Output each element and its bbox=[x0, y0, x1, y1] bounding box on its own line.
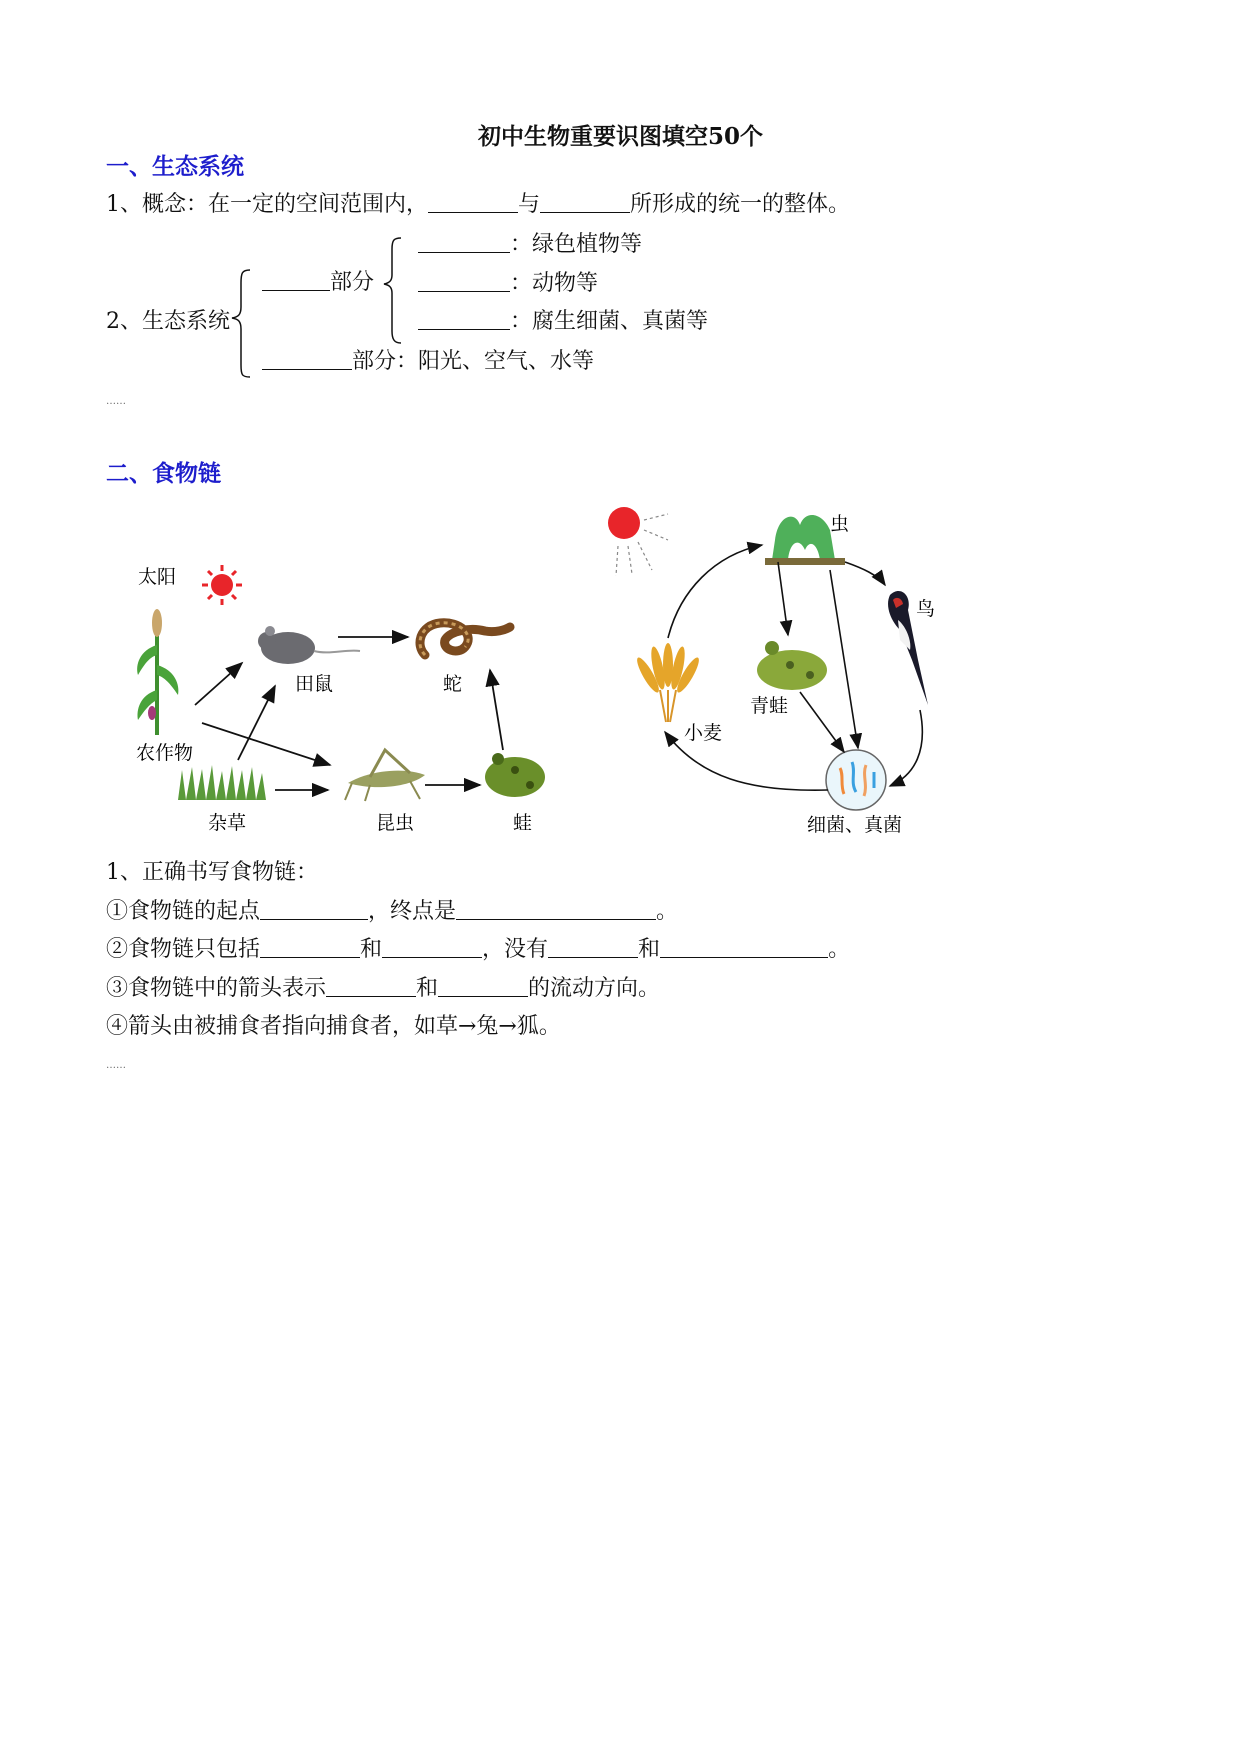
answer-blank[interactable] bbox=[382, 937, 482, 958]
food-chain-question: 1、正确书写食物链： bbox=[106, 860, 318, 885]
answer-blank[interactable] bbox=[540, 192, 630, 213]
statement-text: ③食物链中的箭头表示 bbox=[106, 976, 327, 1001]
statement-text: 和 bbox=[638, 937, 661, 962]
mouse-icon bbox=[258, 626, 360, 664]
statement-text: 。 bbox=[656, 899, 679, 924]
label-crop: 农作物 bbox=[136, 742, 194, 764]
bacteria-fungi-icon bbox=[826, 750, 886, 810]
label-wheat: 小麦 bbox=[684, 722, 723, 744]
label-bird: 鸟 bbox=[916, 598, 936, 620]
label-sun: 太阳 bbox=[138, 566, 177, 588]
ellipsis: …… bbox=[106, 1060, 126, 1071]
ecosystem-label: 2、生态系统 bbox=[106, 309, 230, 334]
statement-2 bbox=[106, 932, 850, 963]
sun-icon bbox=[202, 565, 242, 605]
consumer-row bbox=[418, 266, 598, 297]
statement-text: ①食物链的起点 bbox=[106, 899, 261, 924]
answer-blank[interactable] bbox=[548, 937, 638, 958]
small-brace bbox=[384, 238, 401, 343]
consumer-desc: ：动物等 bbox=[510, 271, 599, 296]
answer-blank[interactable] bbox=[418, 309, 510, 330]
section-heading-ecosystem: 一、生态系统 bbox=[106, 154, 244, 180]
statement-4: ④箭头由被捕食者指向捕食者，如草→兔→狐。 bbox=[106, 1014, 561, 1039]
label-frog: 蛙 bbox=[513, 812, 533, 834]
statement-text: 和 bbox=[360, 937, 383, 962]
statement-text: ，终点是 bbox=[368, 899, 457, 924]
answer-blank[interactable] bbox=[428, 192, 518, 213]
weed-icon bbox=[178, 765, 266, 800]
food-web-arrows bbox=[195, 637, 503, 790]
crop-icon bbox=[137, 609, 178, 735]
answer-blank[interactable] bbox=[660, 937, 828, 958]
wheat-icon bbox=[634, 643, 703, 722]
label-frog: 青蛙 bbox=[750, 695, 789, 717]
nonliving-desc: 部分：阳光、空气、水等 bbox=[352, 349, 595, 374]
label-decomposer: 细菌、真菌 bbox=[807, 814, 903, 836]
answer-blank[interactable] bbox=[262, 270, 330, 291]
food-web-diagram bbox=[120, 545, 570, 845]
statement-3 bbox=[106, 971, 660, 1002]
statement-text: 的流动方向。 bbox=[528, 976, 661, 1001]
statement-1 bbox=[106, 894, 678, 925]
decomposer-desc: ：腐生细菌、真菌等 bbox=[510, 309, 709, 334]
answer-blank[interactable] bbox=[418, 232, 510, 253]
sun-icon bbox=[608, 507, 668, 576]
grasshopper-icon bbox=[345, 750, 425, 801]
snake-icon bbox=[420, 623, 510, 655]
living-part-row bbox=[262, 265, 374, 296]
statement-text: 和 bbox=[416, 976, 439, 1001]
concept-suffix: 所形成的统一的整体。 bbox=[630, 192, 851, 217]
label-worm: 虫 bbox=[830, 513, 850, 535]
page-title: 初中生物重要识图填空50个 bbox=[477, 123, 763, 150]
part-label: 部分 bbox=[330, 270, 375, 295]
answer-blank[interactable] bbox=[418, 271, 510, 292]
frog-icon bbox=[485, 753, 545, 797]
large-brace bbox=[232, 270, 250, 377]
nonliving-row bbox=[262, 344, 594, 375]
label-insect: 昆虫 bbox=[376, 812, 415, 834]
concept-mid: 与 bbox=[518, 192, 541, 217]
producer-desc: ：绿色植物等 bbox=[510, 232, 643, 257]
answer-blank[interactable] bbox=[326, 976, 416, 997]
answer-blank[interactable] bbox=[438, 976, 528, 997]
answer-blank[interactable] bbox=[260, 899, 368, 920]
section-heading-food-chain: 二、食物链 bbox=[106, 461, 221, 487]
answer-blank[interactable] bbox=[262, 349, 352, 370]
label-weed: 杂草 bbox=[208, 812, 247, 834]
concept-prefix: 1、概念：在一定的空间范围内， bbox=[106, 192, 428, 217]
label-snake: 蛇 bbox=[443, 673, 463, 695]
producer-row bbox=[418, 227, 642, 258]
ellipsis: …… bbox=[106, 396, 126, 407]
answer-blank[interactable] bbox=[260, 937, 360, 958]
frog-icon bbox=[757, 641, 827, 690]
ecosystem-concept-question bbox=[106, 187, 850, 218]
answer-blank[interactable] bbox=[456, 899, 656, 920]
decomposer-row bbox=[418, 304, 708, 335]
statement-text: ②食物链只包括 bbox=[106, 937, 261, 962]
statement-text: ，没有 bbox=[482, 937, 549, 962]
label-mouse: 田鼠 bbox=[295, 673, 334, 695]
statement-text: 。 bbox=[828, 937, 851, 962]
ecosystem-cycle-diagram bbox=[600, 500, 960, 845]
